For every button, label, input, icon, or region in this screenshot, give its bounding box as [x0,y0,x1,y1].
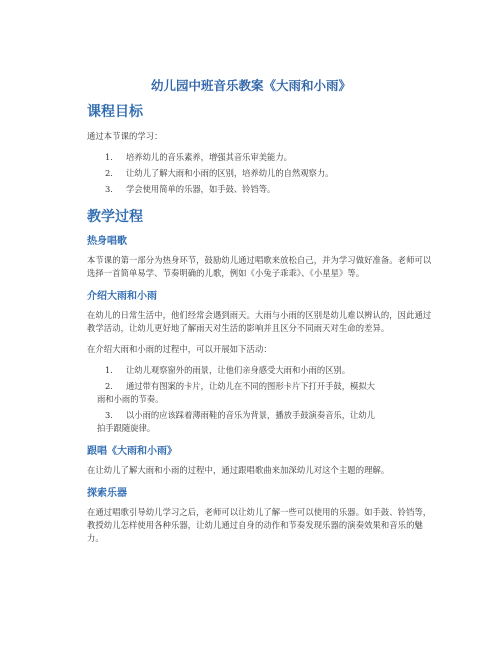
list-item [87,409,435,435]
subsection-heading-instruments: 探索乐器 [87,488,127,499]
list-text: 学会使用简单的乐器，如手鼓、铃铛等。 [126,184,276,194]
list-number: 3. [105,184,113,194]
goals-intro: 通过本节课的学习： [87,131,163,141]
list-item [87,167,435,180]
intro-rain-paragraph: 在幼儿的日常生活中，他们经常会遇到雨天。大雨与小雨的区别是幼儿难以辨认的，因此通过教学活动，让幼儿更好地了解雨天对生活的影响并且区分不同雨天对生命的差异。 [87,310,432,333]
rain-activities-list [87,364,435,435]
list-text: 通过带有图案的卡片，让幼儿在不同的图形卡片下打开手鼓，模拟大 [126,381,375,391]
list-text-continued: 雨和小雨的节奏。 [97,394,164,404]
instruments-paragraph: 在通过唱歌引导幼儿学习之后，老师可以让幼儿了解一些可以使用的乐器。如手鼓、铃铛等，教授幼儿怎样使用各种乐器，让幼儿通过自身的动作和节奏发现乐器的演奏效果和音乐的魅力。 [87,507,432,543]
section-heading-goals: 课程目标 [87,104,143,120]
list-number: 1. [105,365,113,375]
list-number: 3. [105,410,113,420]
document-title: 幼儿园中班音乐教案《大雨和小雨》 [150,78,351,93]
list-item [87,183,435,196]
list-item [87,364,435,377]
list-text: 让幼儿了解大雨和小雨的区别，培养幼儿的自然观察力。 [126,168,334,178]
subsection-heading-intro-rain: 介绍大雨和小雨 [87,291,157,302]
list-number: 2. [105,168,113,178]
section-heading-process: 教学过程 [87,209,143,225]
list-text-continued: 拍手跟随旋律。 [97,423,156,433]
warmup-paragraph: 本节课的第一部分为热身环节，鼓励幼儿通过唱歌来放松自己，并为学习做好准备。老师可以选择一首简单易学、节奏明确的儿歌，例如《小兔子乖乖》、《小星星》等。 [87,255,432,278]
list-text: 让幼儿观察窗外的雨景，让他们亲身感受大雨和小雨的区别。 [126,365,351,375]
list-item [87,380,435,406]
singalong-paragraph: 在让幼儿了解大雨和小雨的过程中，通过跟唱歌曲来加深幼儿对这个主题的理解。 [87,465,390,475]
subsection-heading-singalong: 跟唱《大雨和小雨》 [87,446,177,457]
list-text: 以小雨的应该踩着薄雨鞋的音乐为背景，播放手鼓演奏音乐，让幼儿 [126,410,375,420]
intro-rain-activities-lead: 在介绍大雨和小雨的过程中，可以开展如下活动： [87,344,272,354]
goals-list [87,151,435,196]
list-number: 2. [105,381,113,391]
list-item [87,151,435,164]
list-number: 1. [105,152,113,162]
subsection-heading-warmup: 热身唱歌 [87,236,127,247]
list-text: 培养幼儿的音乐素养，增强其音乐审美能力。 [126,152,292,162]
document-body [87,103,435,553]
